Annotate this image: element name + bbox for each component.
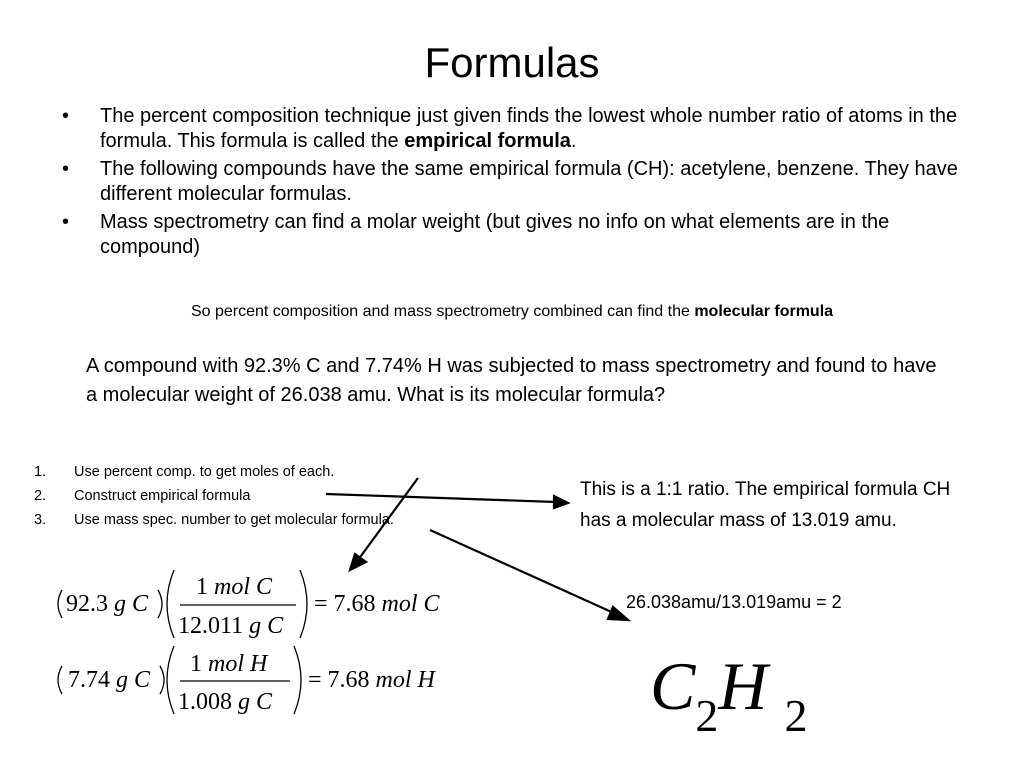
hydrogen-fraction-numerator: 1 mol H (190, 651, 268, 677)
bullet-text-end: . (570, 130, 577, 152)
carbon-fraction-numerator: 1 mol C (196, 574, 273, 600)
combined-text: So percent composition and mass spectrometry combined can find the (190, 303, 695, 320)
big-paren-open (167, 646, 174, 714)
slide-title: Formulas (424, 39, 600, 86)
hydrogen-mass: 7.74 g C (68, 667, 151, 693)
arrow-line (430, 530, 616, 614)
problem-statement: A compound with 92.3% C and 7.74% H was subjected to mass spectrometry and found to have a molecular weight of 26.038 amu. What is its molecular formula? (86, 355, 937, 406)
molecular-formula: $C_2H$ $_2$ (650, 648, 808, 741)
bullet-text: The following compounds have the same empirical formula (CH): acetylene, benzene. They have different molecular formulas. (100, 158, 958, 205)
step-number: 1. (34, 464, 47, 480)
bullet-marker: • (62, 211, 70, 233)
paren-close (158, 590, 162, 618)
combined-bold-term: molecular formula (694, 303, 834, 320)
step-number: 3. (34, 512, 47, 528)
carbon-fraction-denominator: 12.011 g C (178, 613, 284, 639)
big-paren-close (294, 646, 301, 714)
paren-close (160, 666, 164, 694)
carbon-result: = 7.68 mol C (314, 591, 440, 617)
step-number: 2. (34, 488, 47, 504)
carbon-mass: 92.3 g C (66, 591, 149, 617)
step-text: Use percent comp. to get moles of each. (74, 464, 335, 480)
bullet-bold-term: empirical formula (404, 130, 571, 152)
bullet-text: Mass spectrometry can find a molar weight (but gives no info on what elements are in the compound) (100, 211, 890, 258)
bullet-marker: • (62, 105, 70, 127)
arrow-head (350, 554, 366, 570)
bullet-text: The percent composition technique just given finds the lowest whole number ratio of atoms in the formula. This formula is called the (100, 105, 958, 152)
ratio-note: This is a 1:1 ratio. The empirical formula CH has a molecular mass of 13.019 amu. (580, 479, 951, 531)
division-calculation: 26.038amu/13.019amu = 2 (626, 592, 842, 612)
big-paren-open (167, 570, 174, 638)
arrow-head (608, 607, 628, 620)
hydrogen-fraction-denominator: 1.008 g C (178, 689, 273, 715)
arrow-line (358, 478, 418, 560)
bullet-marker: • (62, 158, 70, 180)
arrow-line (326, 494, 556, 502)
step-text: Construct empirical formula (74, 488, 251, 504)
hydrogen-result: = 7.68 mol H (308, 667, 435, 693)
step-text: Use mass spec. number to get molecular formula. (74, 512, 394, 528)
arrow-head (554, 496, 568, 508)
big-paren-close (300, 570, 307, 638)
